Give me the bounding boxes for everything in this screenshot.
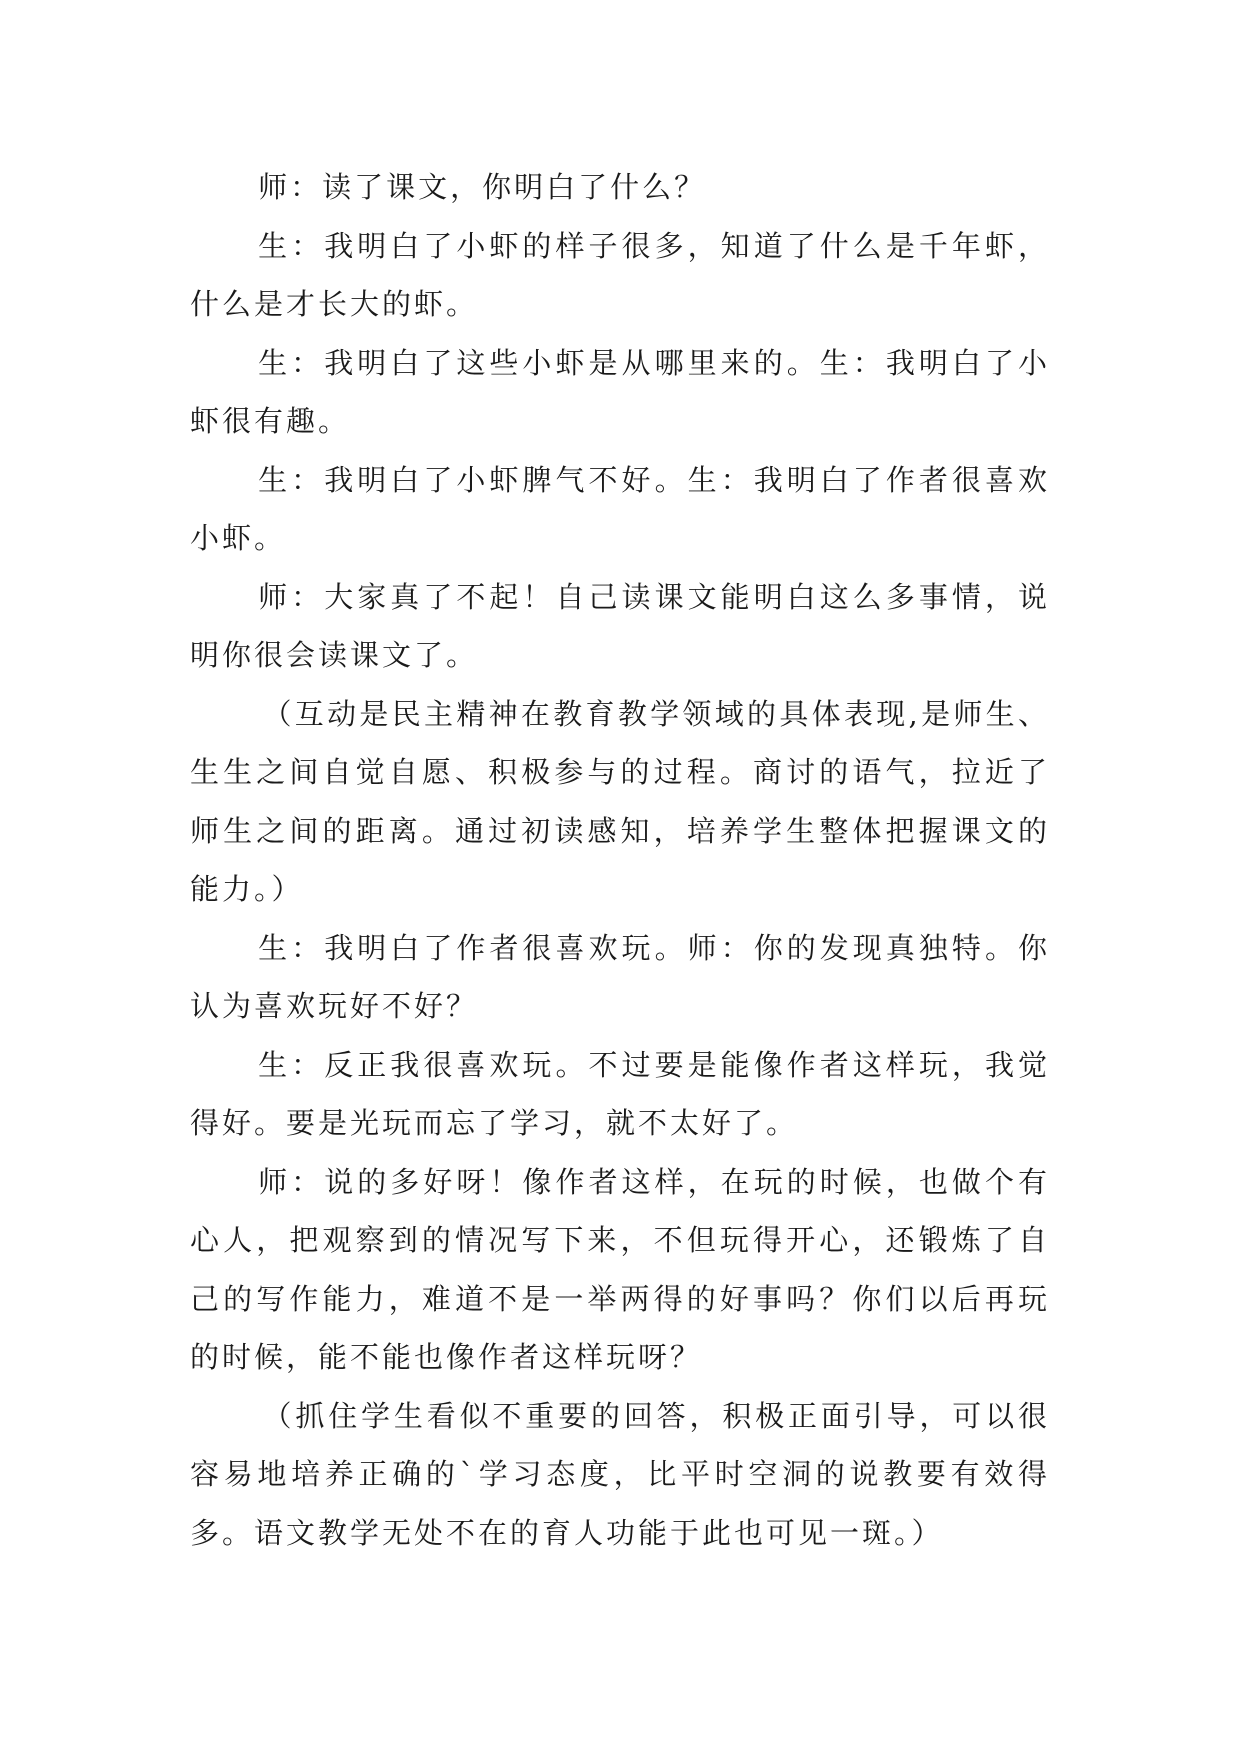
paragraph-student-answer-1: 生：我明白了小虾的样子很多，知道了什么是千年虾，什么是才长大的虾。	[190, 228, 1050, 321]
paragraph-teacher-question: 师：读了课文，你明白了什么？	[258, 170, 707, 204]
paragraph-teacher-praise: 师：大家真了不起！自己读课文能明白这么多事情，说明你很会读课文了。	[190, 579, 1050, 672]
paragraph-teacher-guidance: 师：说的多好呀！像作者这样，在玩的时候，也做个有心人，把观察到的情况写下来，不但玩得开心，还锻炼了自己的写作能力，难道不是一举两得的好事吗？你们以后再玩的时候，能不能也像作者这样玩呀？	[190, 1164, 1050, 1374]
paragraph-student-answer-3: 生：我明白了小虾脾气不好。生：我明白了作者很喜欢小虾。	[190, 462, 1050, 555]
document-body	[190, 158, 1050, 1562]
paragraph-student-answer-4: 生：我明白了作者很喜欢玩。师：你的发现真独特。你认为喜欢玩好不好？	[190, 930, 1050, 1023]
paragraph-student-answer-2: 生：我明白了这些小虾是从哪里来的。生：我明白了小虾很有趣。	[190, 345, 1050, 438]
paragraph-student-answer-5: 生：反正我很喜欢玩。不过要是能像作者这样玩，我觉得好。要是光玩而忘了学习，就不太好了。	[190, 1047, 1050, 1140]
paragraph-commentary-2: （抓住学生看似不重要的回答，积极正面引导，可以很容易地培养正确的`学习态度，比平时空洞的说教要有效得多。语文教学无处不在的育人功能于此也可见一斑。）	[190, 1398, 1050, 1550]
paragraph-commentary-1: （互动是民主精神在教育教学领域的具体表现,是师生、生生之间自觉自愿、积极参与的过程。商讨的语气，拉近了师生之间的距离。通过初读感知，培养学生整体把握课文的能力。）	[190, 696, 1050, 906]
